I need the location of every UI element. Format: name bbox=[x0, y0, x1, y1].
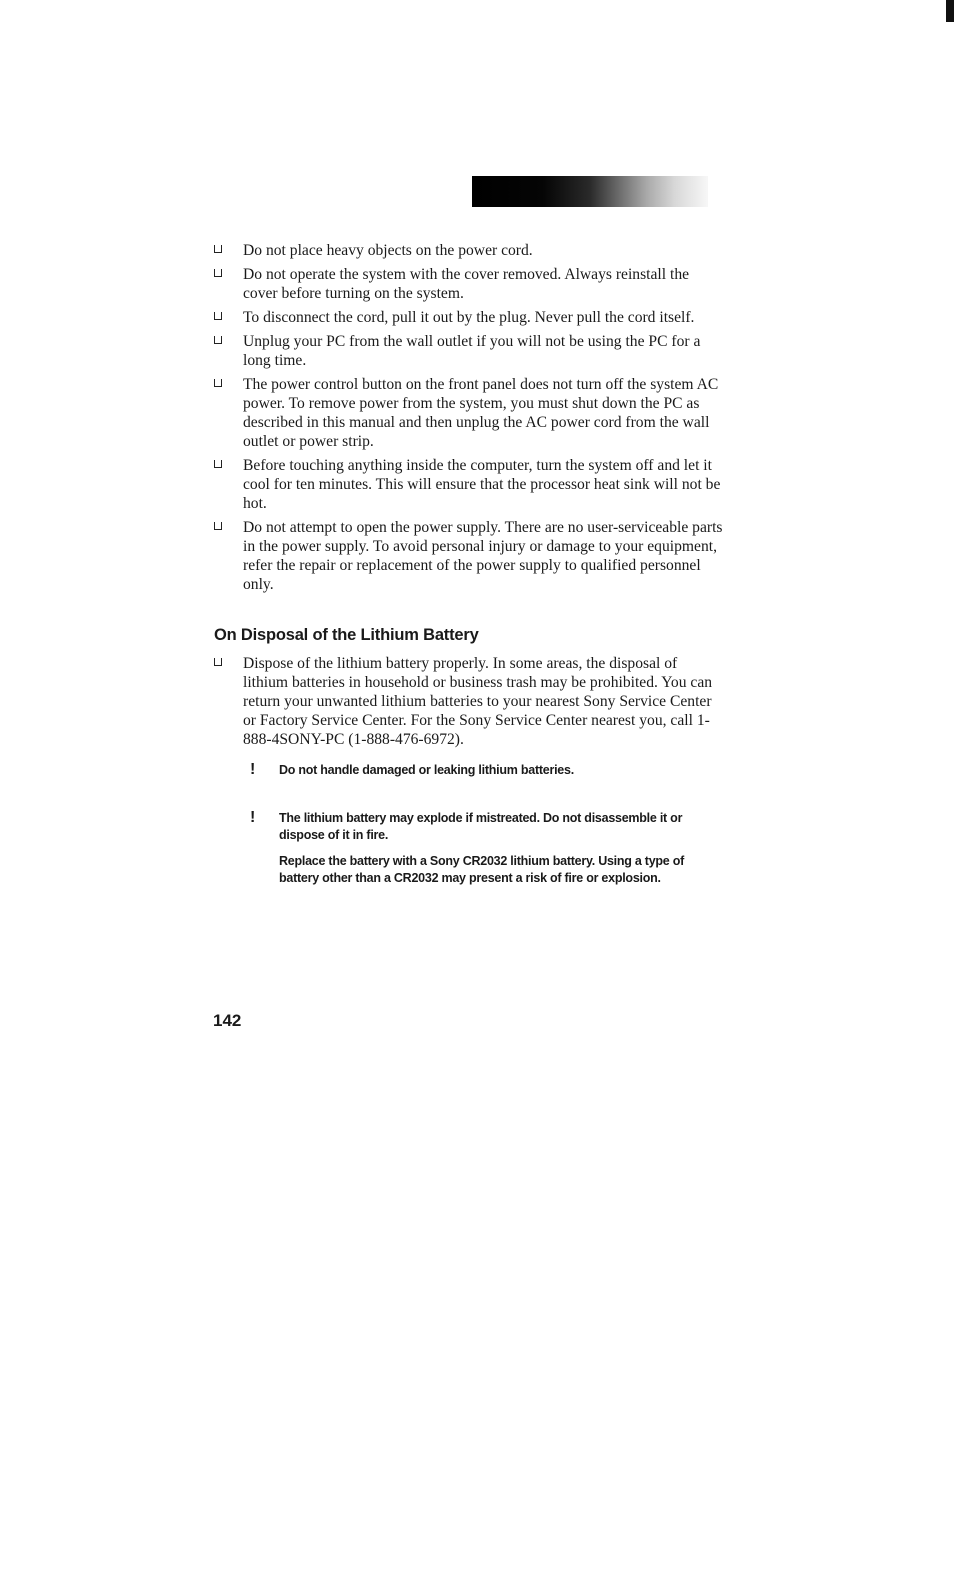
warning-text: Do not handle damaged or leaking lithium batteries. bbox=[279, 763, 574, 777]
list-item bbox=[214, 375, 724, 451]
list-item-text: To disconnect the cord, pull it out by the plug. Never pull the cord itself. bbox=[243, 309, 695, 326]
list-item bbox=[214, 265, 724, 303]
list-item-text: Do not place heavy objects on the power cord. bbox=[243, 242, 533, 259]
checkbox-bullet-icon bbox=[214, 522, 222, 530]
list-item-text: Do not attempt to open the power supply. There are no user-serviceable parts in the power supply. To avoid personal injury or damage to your equipment, refer the repair or replacement of the power supply to qualified personnel only. bbox=[243, 519, 723, 593]
checkbox-bullet-icon bbox=[214, 460, 222, 468]
list-item-text: The power control button on the front panel does not turn off the system AC power. To remove power from the system, you must shut down the PC as described in this manual and then unplug the AC power cord from the wall outlet or power strip. bbox=[243, 376, 719, 450]
checkbox-bullet-icon bbox=[214, 269, 222, 277]
page-edge-mark bbox=[946, 0, 954, 22]
exclamation-icon: ! bbox=[250, 809, 256, 826]
list-item bbox=[214, 654, 724, 749]
list-item bbox=[214, 308, 724, 327]
warning-followup-text: Replace the battery with a Sony CR2032 lithium battery. Using a type of battery other than a CR2032 may present a risk of fire or explosion. bbox=[279, 854, 685, 885]
power-safety-list bbox=[214, 241, 724, 599]
warning-note bbox=[248, 762, 718, 779]
section-title: On Disposal of the Lithium Battery bbox=[214, 626, 479, 644]
checkbox-bullet-icon bbox=[214, 658, 222, 666]
page-number: 142 bbox=[213, 1011, 242, 1030]
list-item bbox=[214, 332, 724, 370]
list-item bbox=[214, 518, 724, 594]
checkbox-bullet-icon bbox=[214, 312, 222, 320]
exclamation-icon: ! bbox=[250, 761, 256, 778]
list-item-text: Do not operate the system with the cover removed. Always reinstall the cover before turning on the system. bbox=[243, 266, 690, 302]
warning-note bbox=[248, 810, 718, 844]
warning-text: The lithium battery may explode if mistreated. Do not disassemble it or dispose of it in fire. bbox=[279, 811, 683, 842]
list-item bbox=[214, 241, 724, 260]
list-item-text: Dispose of the lithium battery properly. In some areas, the disposal of lithium batteries in household or business trash may be prohibited. You can return your unwanted lithium batteries to your nearest Sony Service Center or Factory Service Center. For the Sony Service Center nearest you, call 1-888-4SONY-PC (1-888-476-6972). bbox=[243, 655, 713, 748]
chapter-header-bar bbox=[472, 176, 708, 207]
warning-followup bbox=[248, 853, 718, 887]
list-item bbox=[214, 456, 724, 513]
list-item-text: Unplug your PC from the wall outlet if you will not be using the PC for a long time. bbox=[243, 333, 701, 369]
checkbox-bullet-icon bbox=[214, 245, 222, 253]
warning-note-1 bbox=[248, 762, 718, 779]
checkbox-bullet-icon bbox=[214, 336, 222, 344]
checkbox-bullet-icon bbox=[214, 379, 222, 387]
battery-list bbox=[214, 654, 724, 754]
warning-note-2 bbox=[248, 810, 718, 887]
list-item-text: Before touching anything inside the computer, turn the system off and let it cool for ten minutes. This will ensure that the processor heat sink will not be hot. bbox=[243, 457, 721, 512]
